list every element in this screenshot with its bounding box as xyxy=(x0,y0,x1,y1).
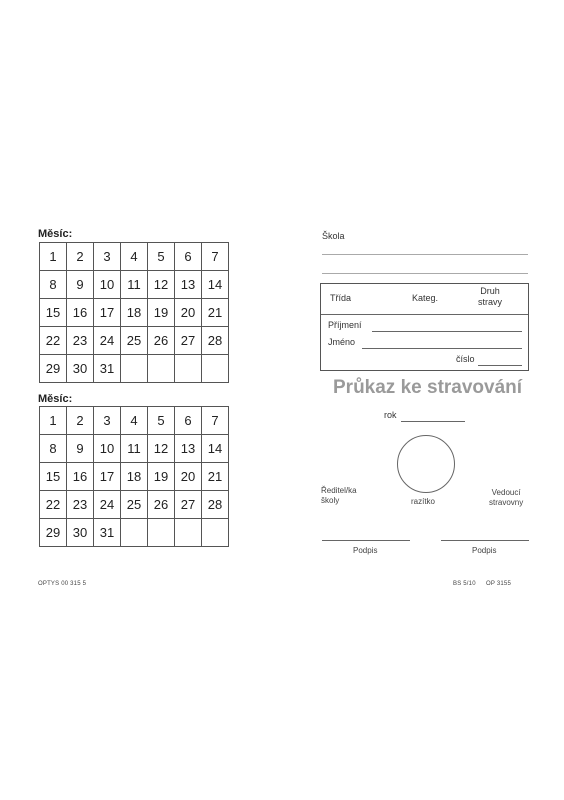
surname-label: Příjmení xyxy=(328,320,362,330)
calendar-day-cell: 19 xyxy=(148,299,175,327)
calendar-day-cell xyxy=(175,519,202,547)
calendar-day-cell: 22 xyxy=(40,327,67,355)
calendar-day-cell: 29 xyxy=(40,355,67,383)
calendar-day-cell: 6 xyxy=(175,243,202,271)
calendar-day-cell: 2 xyxy=(67,243,94,271)
manager-label-line-1: Vedoucí xyxy=(491,488,521,497)
school-line-1 xyxy=(322,254,528,255)
director-label-line-2: školy xyxy=(321,496,340,505)
calendar-day-cell: 12 xyxy=(148,435,175,463)
footer-right-code-2: OP 3155 xyxy=(486,581,511,587)
calendar-day-cell: 20 xyxy=(175,463,202,491)
calendar-day-cell: 5 xyxy=(148,407,175,435)
calendar-row xyxy=(40,519,229,547)
calendar-day-cell: 30 xyxy=(67,519,94,547)
calendar-day-cell: 16 xyxy=(67,463,94,491)
stamp-label: razítko xyxy=(411,497,436,506)
calendar-day-cell: 18 xyxy=(121,299,148,327)
calendar-day-cell: 7 xyxy=(202,243,229,271)
calendar-day-cell: 17 xyxy=(94,463,121,491)
meal-type-label xyxy=(478,286,502,308)
surname-line xyxy=(372,331,522,332)
calendar-day-cell: 20 xyxy=(175,299,202,327)
calendar-day-cell: 26 xyxy=(148,491,175,519)
calendar-day-cell: 31 xyxy=(94,519,121,547)
manager-label-line-2: stravovny xyxy=(489,498,524,507)
calendar-row xyxy=(40,435,229,463)
calendar-day-cell: 2 xyxy=(67,407,94,435)
director-label-line-1: Ředitel/ka xyxy=(321,486,357,495)
calendar-day-cell: 4 xyxy=(121,407,148,435)
calendar-day-cell: 1 xyxy=(40,243,67,271)
calendar-day-cell: 11 xyxy=(121,435,148,463)
calendar-day-cell: 10 xyxy=(94,435,121,463)
stamp-circle xyxy=(397,435,455,493)
calendar-day-cell: 12 xyxy=(148,271,175,299)
signature-line-left xyxy=(322,540,410,541)
calendar-day-cell: 8 xyxy=(40,435,67,463)
calendar-day-cell xyxy=(202,355,229,383)
calendar-day-cell: 8 xyxy=(40,271,67,299)
calendar-day-cell xyxy=(148,355,175,383)
calendar-row xyxy=(40,243,229,271)
calendar-day-cell xyxy=(175,355,202,383)
director-label xyxy=(321,486,357,506)
calendar-grid-2 xyxy=(39,406,229,547)
calendar-day-cell: 13 xyxy=(175,271,202,299)
calendar-day-cell: 19 xyxy=(148,463,175,491)
calendar-day-cell: 17 xyxy=(94,299,121,327)
footer-right-code-1: BS 5/10 xyxy=(453,581,476,587)
calendar-day-cell: 3 xyxy=(94,243,121,271)
calendar-day-cell xyxy=(121,519,148,547)
calendar-grid-1 xyxy=(39,242,229,383)
signature-label-right: Podpis xyxy=(472,546,497,555)
category-label: Kateg. xyxy=(412,293,439,303)
card-title: Průkaz ke stravování xyxy=(333,377,523,398)
calendar-day-cell: 23 xyxy=(67,491,94,519)
calendar-row xyxy=(40,463,229,491)
calendar-day-cell: 5 xyxy=(148,243,175,271)
year-line xyxy=(401,421,465,422)
calendar-day-cell: 28 xyxy=(202,327,229,355)
manager-label xyxy=(489,488,523,508)
calendar-day-cell: 24 xyxy=(94,327,121,355)
name-line xyxy=(362,348,522,349)
calendar-day-cell: 18 xyxy=(121,463,148,491)
calendar-day-cell: 4 xyxy=(121,243,148,271)
number-label: číslo xyxy=(456,354,475,364)
calendar-day-cell xyxy=(121,355,148,383)
calendar-day-cell: 9 xyxy=(67,271,94,299)
calendar-day-cell: 15 xyxy=(40,299,67,327)
calendar-row xyxy=(40,407,229,435)
signature-line-right xyxy=(441,540,529,541)
calendar-day-cell: 22 xyxy=(40,491,67,519)
signature-label-left: Podpis xyxy=(353,546,378,555)
calendar-day-cell: 7 xyxy=(202,407,229,435)
class-label: Třída xyxy=(330,293,352,303)
name-label: Jméno xyxy=(328,337,356,347)
calendar-day-cell: 29 xyxy=(40,519,67,547)
calendar-day-cell: 3 xyxy=(94,407,121,435)
calendar-day-cell: 6 xyxy=(175,407,202,435)
calendar-row xyxy=(40,491,229,519)
calendar-row xyxy=(40,299,229,327)
calendar-row xyxy=(40,271,229,299)
calendar-day-cell: 1 xyxy=(40,407,67,435)
calendar-row xyxy=(40,355,229,383)
school-line-2 xyxy=(322,273,528,274)
calendar-day-cell: 28 xyxy=(202,491,229,519)
calendar-day-cell: 21 xyxy=(202,299,229,327)
meal-type-label-line-2: stravy xyxy=(478,297,503,307)
calendar-row xyxy=(40,327,229,355)
calendar-day-cell: 23 xyxy=(67,327,94,355)
calendar-day-cell: 15 xyxy=(40,463,67,491)
calendar-day-cell: 31 xyxy=(94,355,121,383)
month-label-1: Měsíc: xyxy=(38,228,73,240)
calendar-day-cell: 25 xyxy=(121,327,148,355)
calendar-day-cell: 27 xyxy=(175,327,202,355)
calendar-day-cell: 30 xyxy=(67,355,94,383)
calendar-day-cell: 21 xyxy=(202,463,229,491)
calendar-day-cell xyxy=(202,519,229,547)
school-label: Škola xyxy=(322,231,345,241)
year-label: rok xyxy=(384,410,397,420)
calendar-day-cell: 9 xyxy=(67,435,94,463)
calendar-day-cell: 11 xyxy=(121,271,148,299)
calendar-day-cell: 26 xyxy=(148,327,175,355)
box-divider xyxy=(321,314,528,315)
number-line xyxy=(478,365,522,366)
meal-type-label-line-1: Druh xyxy=(480,286,500,296)
calendar-day-cell: 24 xyxy=(94,491,121,519)
calendar-day-cell: 13 xyxy=(175,435,202,463)
calendar-day-cell: 14 xyxy=(202,435,229,463)
calendar-day-cell: 25 xyxy=(121,491,148,519)
calendar-day-cell: 16 xyxy=(67,299,94,327)
footer-left-code: OPTYS 00 315 5 xyxy=(38,581,87,587)
calendar-day-cell: 10 xyxy=(94,271,121,299)
calendar-day-cell: 14 xyxy=(202,271,229,299)
month-label-2: Měsíc: xyxy=(38,393,73,405)
calendar-day-cell xyxy=(148,519,175,547)
calendar-day-cell: 27 xyxy=(175,491,202,519)
